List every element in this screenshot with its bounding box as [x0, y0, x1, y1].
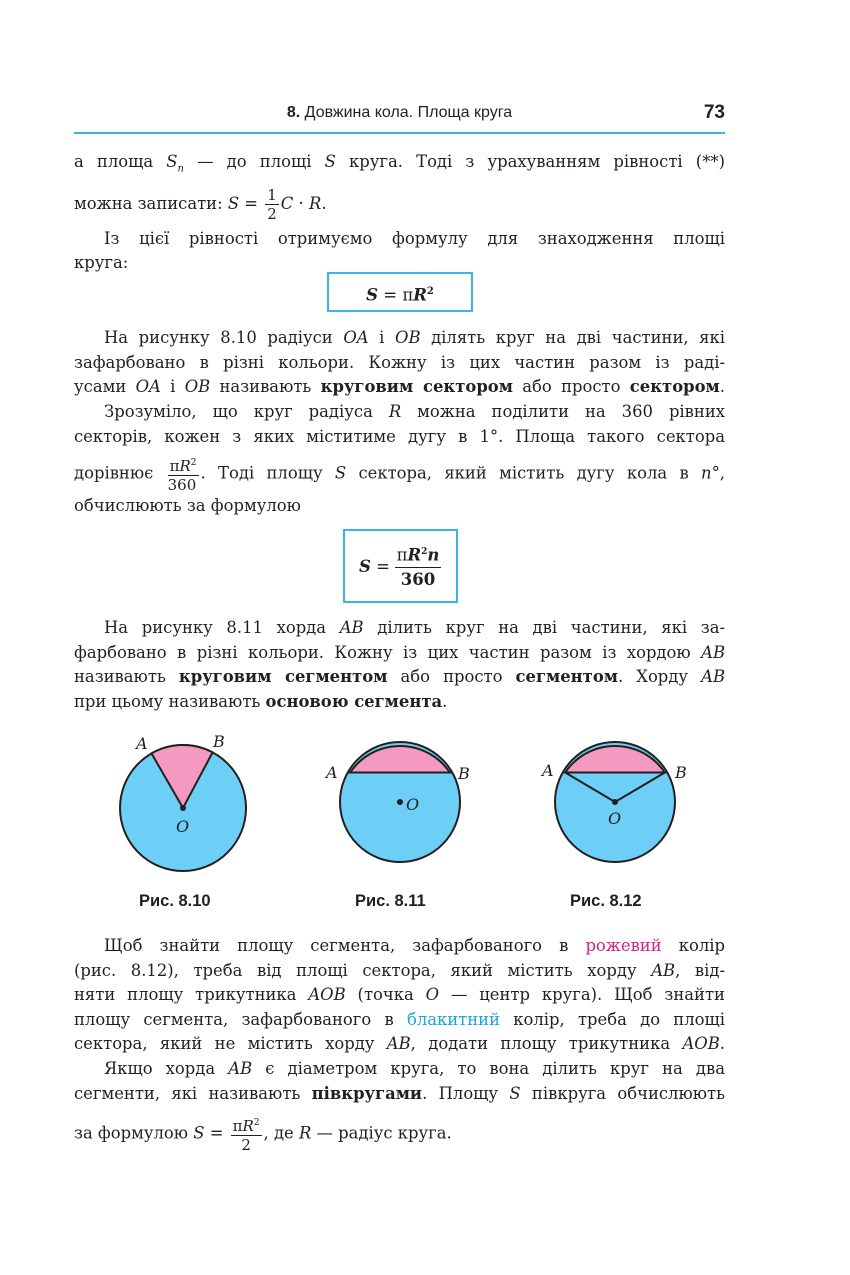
paragraph-5: [74, 616, 725, 714]
figure-8-11-segment: [322, 726, 482, 876]
label-a: A: [136, 734, 148, 753]
chapter-title-text: Довжина кола. Площа круга: [304, 104, 513, 121]
formula-circle-area: $S = \pi R^2$: [327, 272, 473, 312]
label-a: A: [326, 763, 338, 782]
center-point: [397, 799, 403, 805]
p6-line-4: площу сегмента, зафарбованого в блакитний колір, треба до площі: [74, 1009, 725, 1029]
p4-line-2: секторів, кожен з яких міститиме дугу в 1°. Площа такого сектора: [74, 426, 725, 446]
paragraph-6: [74, 934, 725, 1057]
caption-8-12: Рис. 8.12: [570, 892, 642, 910]
pink-segment: [350, 746, 450, 773]
p5-line-2: фарбовано в різні кольори. Кожну із цих частин разом із хордою AB: [74, 642, 725, 662]
caption-8-10: Рис. 8.10: [139, 892, 211, 910]
p7-line-3: за формулою S = $\frac{\pi R^2}{2}$ , де R — радіус круга.: [74, 1114, 725, 1154]
label-o: O: [608, 809, 622, 828]
figure-8-10-sector: [110, 726, 260, 876]
formula-sector-area: S = $\pi R^2n$ 360: [343, 529, 458, 603]
p4-line-3: дорівнює $\frac{\pi R^2}{360}$ . Тоді площу S сектора, який містить дугу кола в n°,: [74, 454, 725, 494]
p6-line-5: сектора, який не містить хорду AB, додати площу трикутника AOB.: [74, 1034, 725, 1053]
p3-line-3: усами OA і OB називають круговим сектором або просто сектором.: [74, 377, 725, 396]
paragraph-3: [74, 326, 725, 400]
figure-8-12-segment-triangle: [537, 726, 697, 876]
center-point: [612, 799, 618, 805]
label-o: O: [406, 795, 420, 814]
p6-line-1: Щоб знайти площу сегмента, зафарбованого в рожевий колір: [104, 936, 725, 955]
page-number: 73: [703, 102, 725, 123]
running-header: [74, 98, 725, 134]
p7-line-1: Якщо хорда AB є діаметром круга, то вона ділить круг на два: [104, 1059, 725, 1078]
center-point: [180, 805, 186, 811]
p5-line-1: На рисунку 8.11 хорда AB ділить круг на дві частини, які за-: [104, 618, 726, 637]
pink-segment: [565, 746, 665, 773]
pink-word: рожевий: [585, 936, 662, 955]
fraction-pi-r2-2: $\frac{\pi R^2}{2}$: [231, 1114, 262, 1154]
p1-line-2: можна записати: S = $\frac{1}{2}$ C · R.: [74, 185, 327, 223]
p4-line-1: Зрозуміло, що круг радіуса R можна поділити на 360 рівних: [104, 402, 725, 421]
p5-line-4: при цьому називають основою сегмента.: [74, 691, 448, 711]
label-o: O: [176, 817, 190, 836]
p6-line-2: (рис. 8.12), треба від площі сектора, який містить хорду AB, від-: [74, 960, 725, 980]
blue-word: блакитний: [406, 1009, 501, 1029]
p3-line-1: На рисунку 8.10 радіуси OA і OB ділять круг на дві частини, які: [104, 328, 725, 347]
p3-line-2: зафарбовано в різні кольори. Кожну із цих частин разом із раді-: [74, 352, 725, 372]
paragraph-4: [74, 400, 725, 519]
label-b: B: [458, 764, 470, 783]
p4-line-4: обчислюють за формулою: [74, 496, 301, 515]
chapter-number: 8.: [286, 104, 301, 121]
p2-line-2: круга:: [74, 253, 129, 272]
paragraph-7: [74, 1057, 725, 1154]
p7-line-2: сегменти, які називають півкругами. Площу S півкруга обчислюють: [74, 1083, 725, 1103]
label-a: A: [542, 761, 554, 780]
paragraph-2: [74, 227, 725, 252]
paragraph-1: [74, 150, 725, 223]
fraction-one-half: $\frac{1}{2}$: [267, 185, 277, 223]
chapter-title: [74, 104, 725, 122]
fraction-pi-r2-360: $\frac{\pi R^2}{360}$: [168, 454, 199, 494]
p1-line-1: а площа $S_n$ — до площі S круга. Тоді з урахуванням рівності (**): [74, 152, 725, 175]
caption-8-11: Рис. 8.11: [355, 892, 426, 910]
p5-line-3: називають круговим сегментом або просто сегментом. Хорду AB: [74, 667, 725, 686]
p6-line-3: няти площу трикутника AOB (точка O — центр круга). Щоб знайти: [74, 985, 725, 1004]
label-b: B: [675, 763, 687, 782]
label-b: B: [213, 732, 225, 751]
p2-line-1: Із цієї рівності отримуємо формулу для знаходження площі: [104, 229, 725, 248]
